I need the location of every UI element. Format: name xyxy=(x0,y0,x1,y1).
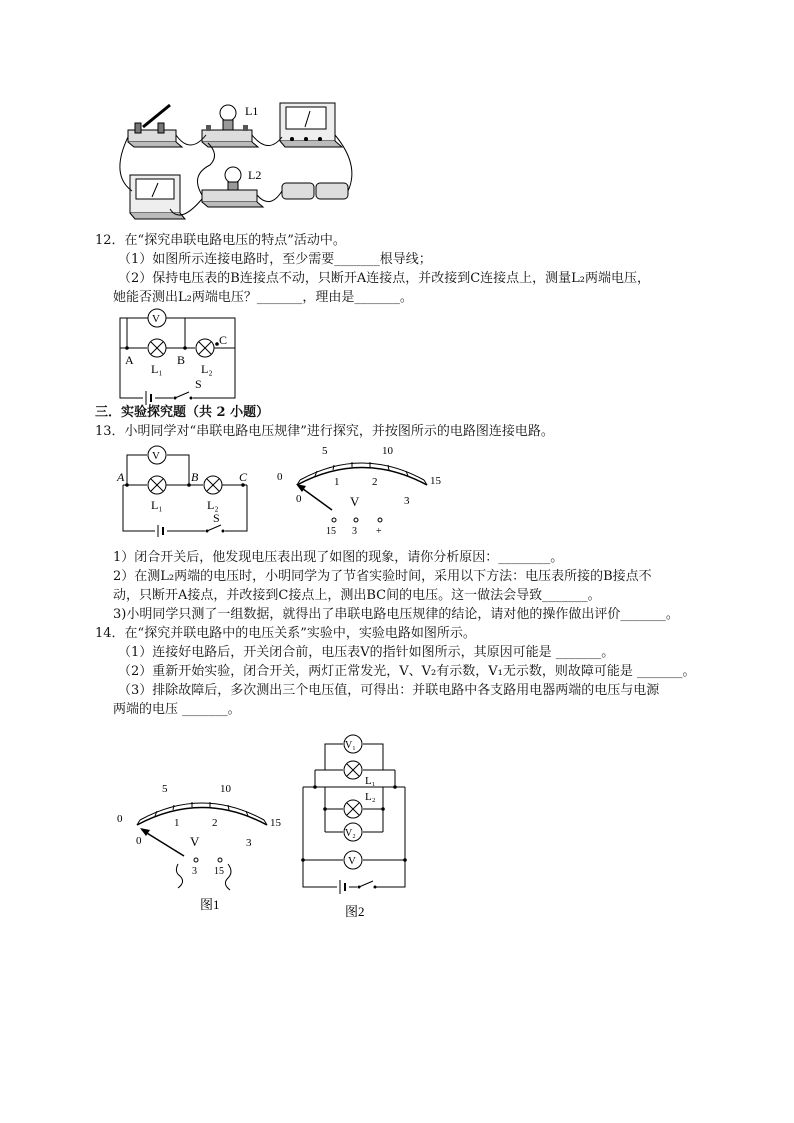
q13-dial-inner-0: 0 xyxy=(296,493,302,505)
q14-terminal-15: 15 xyxy=(214,866,224,877)
q13-voltmeter-label: V xyxy=(152,450,160,462)
q13-lamp-l1: L₁ xyxy=(151,498,163,512)
q12-point-b: B xyxy=(177,353,186,367)
q13-dial-outer-5: 5 xyxy=(322,445,328,457)
q12-part3: 她能否测出L₂两端电压？_______，理由是_______。 xyxy=(113,290,413,305)
q13-part3: 动，只断开A接点，并改接到C接点上，测出BC间的电压。这一做法会导致_______。 xyxy=(113,588,601,603)
q14-fig1-voltmeter-dial xyxy=(112,780,292,915)
q14-dial-inner-3: 3 xyxy=(246,837,252,849)
q13-title: 13．小明同学对“串联电路电压规律”进行探究，并按图所示的电路图连接电路。 xyxy=(95,424,554,439)
q12-title: 12．在“探究串联电路电压的特点”活动中。 xyxy=(95,233,346,248)
q14-dial-outer-0: 0 xyxy=(117,813,123,825)
q13-switch-label: S xyxy=(213,511,220,525)
q13-point-a: A xyxy=(117,470,125,484)
q12-lamp-l1: L₁ xyxy=(151,362,163,376)
q14-dial-inner-0: 0 xyxy=(136,835,142,847)
q14-fig2-v2-label: V₂ xyxy=(345,828,356,839)
q13-part2: 2）在测L₂两端的电压时，小明同学为了节省实验时间，采用以下方法：电压表所接的B接点不 xyxy=(113,569,652,584)
q13-dial-outer-0: 0 xyxy=(277,471,283,483)
q12-voltmeter-label: V xyxy=(152,313,160,325)
q14-part4: 两端的电压 _______。 xyxy=(113,702,241,717)
q13-dial-outer-10: 10 xyxy=(382,445,393,457)
q13-dial-outer-15: 15 xyxy=(430,475,441,487)
q13-terminal-15: 15 xyxy=(326,526,336,537)
q14-part2: （2）重新开始实验，闭合开关，两灯正常发光，V、V₂有示数，V₁无示数，则故障可能是 _______。 xyxy=(118,664,696,679)
q12-part2: （2）保持电压表的B连接点不动，只断开A连接点，并改接到C连接点上，测量L₂两端电压， xyxy=(118,271,651,286)
q14-fig2-l1-label: L₁ xyxy=(365,775,376,787)
section-3-title: 三．实验探究题（共 2 小题） xyxy=(95,405,270,420)
q14-fig2-circuit-diagram xyxy=(295,732,415,922)
q14-part1: （1）连接好电路后，开关闭合前，电压表V的指针如图所示，其原因可能是 _______。 xyxy=(118,645,615,660)
q13-terminal-3: 3 xyxy=(352,526,357,537)
q13-point-b: B xyxy=(191,470,199,484)
photo-label-l1: L1 xyxy=(245,104,259,118)
q13-terminal-plus: + xyxy=(376,526,382,537)
q14-dial-unit: V xyxy=(190,834,200,849)
q14-part3: （3）排除故障后，多次测出三个电压值，可得出：并联电路中各支路用电器两端的电压与电源 xyxy=(118,683,660,698)
q13-dial-inner-2: 2 xyxy=(372,476,378,488)
q14-dial-outer-5: 5 xyxy=(162,783,168,795)
q13-point-c: C xyxy=(239,470,248,484)
physical-circuit-illustration xyxy=(110,95,360,230)
q12-point-a: A xyxy=(125,353,134,367)
q12-point-c: C xyxy=(219,333,228,347)
q14-fig2-l2-label: L₂ xyxy=(365,791,376,803)
q14-fig1-caption: 图1 xyxy=(200,897,220,912)
q14-fig2-v1-label: V₁ xyxy=(345,740,356,751)
q13-dial-unit: V xyxy=(350,494,360,509)
q13-part4: 3)小明同学只测了一组数据，就得出了串联电路电压规律的结论，请对他的操作做出评价_______。 xyxy=(113,607,679,622)
q14-fig2-v-label: V xyxy=(348,855,356,867)
q14-dial-outer-15: 15 xyxy=(270,817,281,829)
q14-dial-inner-2: 2 xyxy=(212,817,218,829)
q13-dial-inner-1: 1 xyxy=(334,476,340,488)
q12-switch-label: S xyxy=(195,377,202,391)
q13-circuit-diagram xyxy=(115,443,255,538)
q14-dial-outer-10: 10 xyxy=(220,783,231,795)
q14-title: 14．在“探究并联电路中的电压关系”实验中，实验电路如图所示。 xyxy=(95,626,476,641)
q14-dial-inner-1: 1 xyxy=(174,817,180,829)
q12-lamp-l2: L₂ xyxy=(201,362,213,376)
q13-voltmeter-dial xyxy=(272,440,447,540)
q12-circuit-diagram xyxy=(115,308,245,403)
q12-part1: （1）如图所示连接电路时，至少需要_______根导线； xyxy=(118,252,432,267)
q14-fig2-caption: 图2 xyxy=(345,904,365,919)
photo-label-l2: L2 xyxy=(248,168,262,182)
q14-terminal-3: 3 xyxy=(192,866,197,877)
q13-dial-inner-3: 3 xyxy=(404,495,410,507)
q13-part1: 1）闭合开关后，他发现电压表出现了如图的现象，请你分析原因：________。 xyxy=(113,550,564,565)
q13-lamp-l2: L₂ xyxy=(207,498,219,512)
